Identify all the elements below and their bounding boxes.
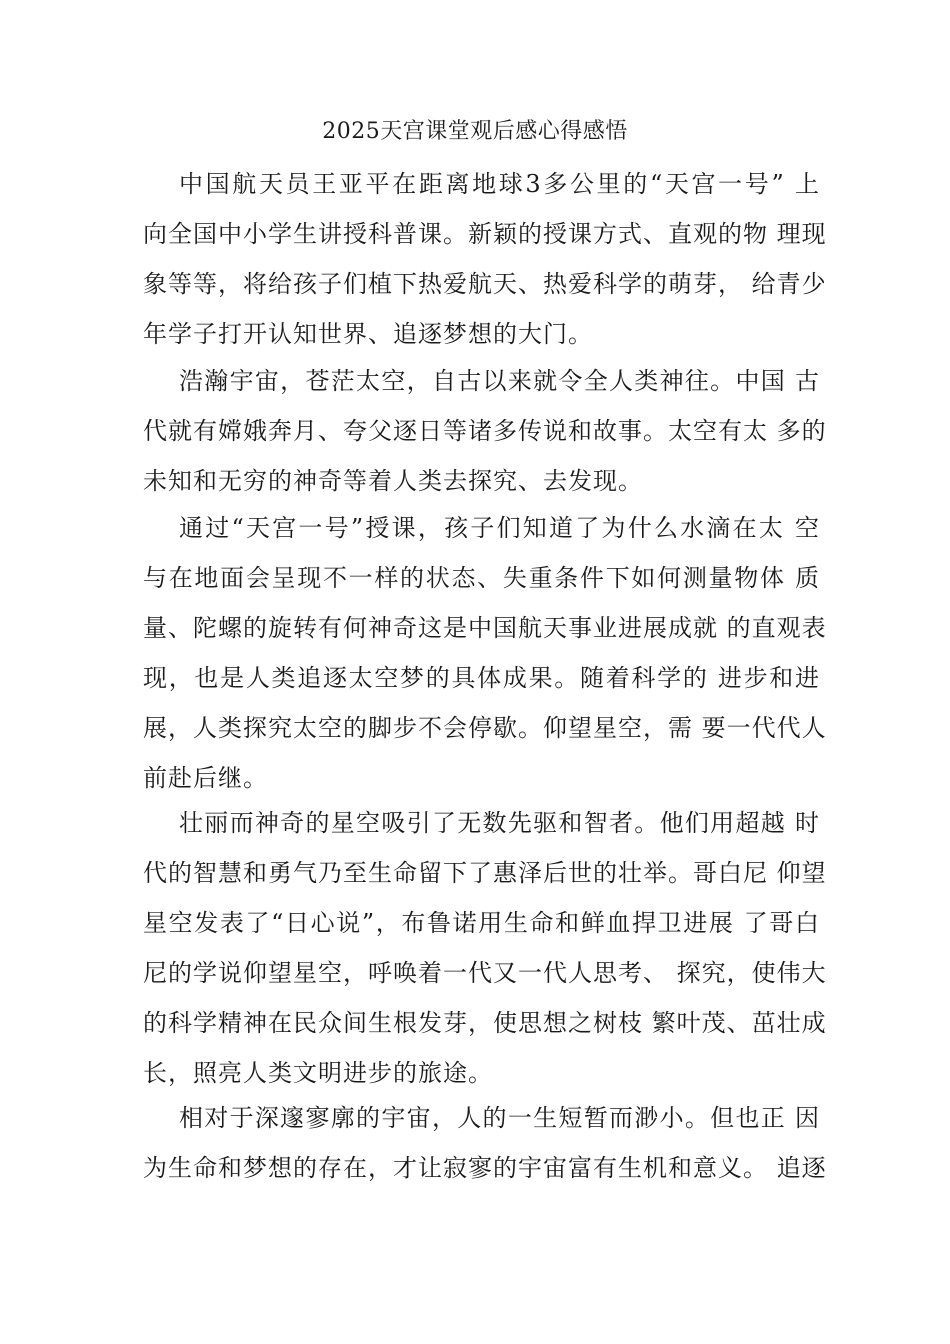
- paragraph-line: 年学子打开认知世界、追逐梦想的大门。: [143, 320, 593, 348]
- paragraph-line: 相对于深邃寥廓的宇宙，人的一生短暂而渺小。但也正 因: [179, 1104, 820, 1132]
- paragraph-1: [143, 159, 827, 359]
- paragraph-5: [143, 1093, 827, 1193]
- paragraph-3: [143, 503, 827, 803]
- paragraph-line: 尼的学说仰望星空，呼唤着一代又一代人思考、 探究，使伟大: [143, 959, 827, 987]
- paragraph-line: 星空发表了“日心说”，布鲁诺用生命和鲜血捍卫进展 了哥白: [143, 909, 820, 937]
- paragraph-line: 的科学精神在民众间生根发芽，使思想之树枝 繁叶茂、茁壮成: [143, 1009, 827, 1037]
- paragraph-line: 现，也是人类追逐太空梦的具体成果。随着科学的 进步和进: [143, 664, 820, 692]
- paragraph-4: [143, 798, 827, 1098]
- paragraph-line: 为生命和梦想的存在，才让寂寥的宇宙富有生机和意义。 追逐: [143, 1154, 827, 1182]
- paragraph-line: 量、陀螺的旋转有何神奇这是中国航天事业进展成就 的直观表: [143, 614, 827, 642]
- paragraph-line: 前赴后继。: [143, 764, 268, 792]
- paragraph-line: 代就有嫦娥奔月、夸父逐日等诸多传说和故事。太空有太 多的: [143, 417, 827, 445]
- paragraph-line: 未知和无穷的神奇等着人类去探究、去发现。: [143, 467, 643, 495]
- paragraph-line: 象等等，将给孩子们植下热爱航天、热爱科学的萌芽， 给青少: [143, 270, 827, 298]
- paragraph-line: 浩瀚宇宙，苍茫太空，自古以来就令全人类神往。中国 古: [179, 367, 820, 395]
- paragraph-line: 壮丽而神奇的星空吸引了无数先驱和智者。他们用超越 时: [179, 809, 820, 837]
- paragraph-line: 向全国中小学生讲授科普课。新颖的授课方式、直观的物 理现: [143, 220, 827, 248]
- paragraph-line: 长，照亮人类文明进步的旅途。: [143, 1059, 493, 1087]
- paragraph-line: 展，人类探究太空的脚步不会停歇。仰望星空，需 要一代代人: [143, 714, 827, 742]
- paragraph-line: 中国航天员王亚平在距离地球3多公里的“天宫一号” 上: [179, 170, 820, 198]
- paragraph-2: [143, 356, 827, 506]
- document-title: 2025天宫课堂观后感心得感悟: [322, 119, 628, 144]
- paragraph-line: 通过“天宫一号”授课，孩子们知道了为什么水滴在太 空: [179, 514, 820, 542]
- paragraph-line: 与在地面会呈现不一样的状态、失重条件下如何测量物体 质: [143, 564, 820, 592]
- paragraph-line: 代的智慧和勇气乃至生命留下了惠泽后世的壮举。哥白尼 仰望: [143, 859, 827, 887]
